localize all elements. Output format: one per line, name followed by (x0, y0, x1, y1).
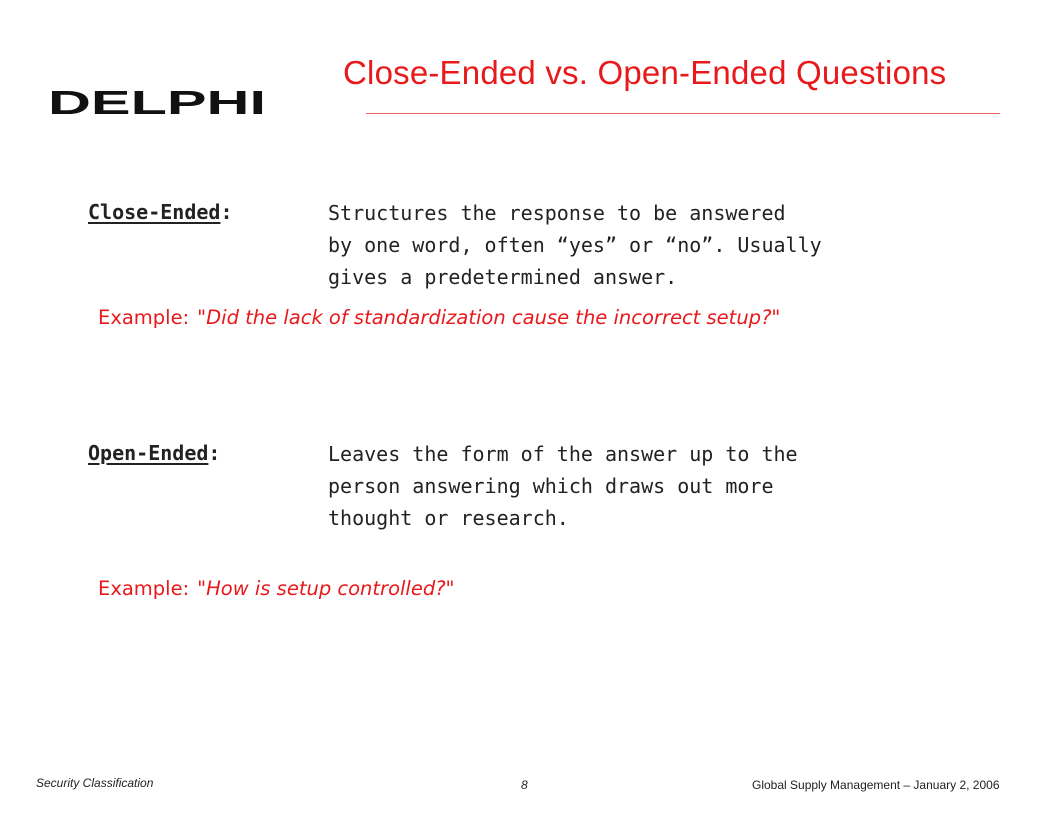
definition-open-ended (328, 438, 798, 534)
definition-line: Leaves the form of the answer up to the (328, 442, 798, 466)
footer-page-number: 8 (521, 778, 528, 792)
example-label: Example: (98, 306, 190, 329)
example-close-ended (98, 306, 780, 329)
definition-line: by one word, often “yes” or “no”. Usually (328, 233, 822, 257)
delphi-logo (48, 86, 268, 120)
page-title: Close-Ended vs. Open-Ended Questions (343, 54, 947, 91)
definition-line: gives a predetermined answer. (328, 265, 678, 289)
title-underline (366, 113, 1000, 114)
term-open-ended-label: Open-Ended (88, 441, 209, 465)
term-colon: : (208, 441, 221, 465)
example-question: "How is setup controlled?" (197, 577, 455, 600)
example-open-ended (98, 577, 455, 600)
example-question: "Did the lack of standardization cause the incorrect setup?" (197, 306, 781, 329)
delphi-logo-text: DELPHI (48, 86, 266, 120)
term-close-ended-label: Close-Ended (88, 200, 221, 224)
term-colon: : (220, 200, 233, 224)
definition-line: person answering which draws out more (328, 474, 774, 498)
footer-org-date: Global Supply Management – January 2, 2006 (752, 778, 1000, 792)
example-label: Example: (98, 577, 190, 600)
footer-security-classification: Security Classification (36, 776, 154, 790)
term-close-ended (88, 200, 233, 224)
definition-close-ended (328, 197, 822, 293)
term-open-ended (88, 441, 220, 465)
definition-line: thought or research. (328, 506, 569, 530)
definition-line: Structures the response to be answered (328, 201, 786, 225)
